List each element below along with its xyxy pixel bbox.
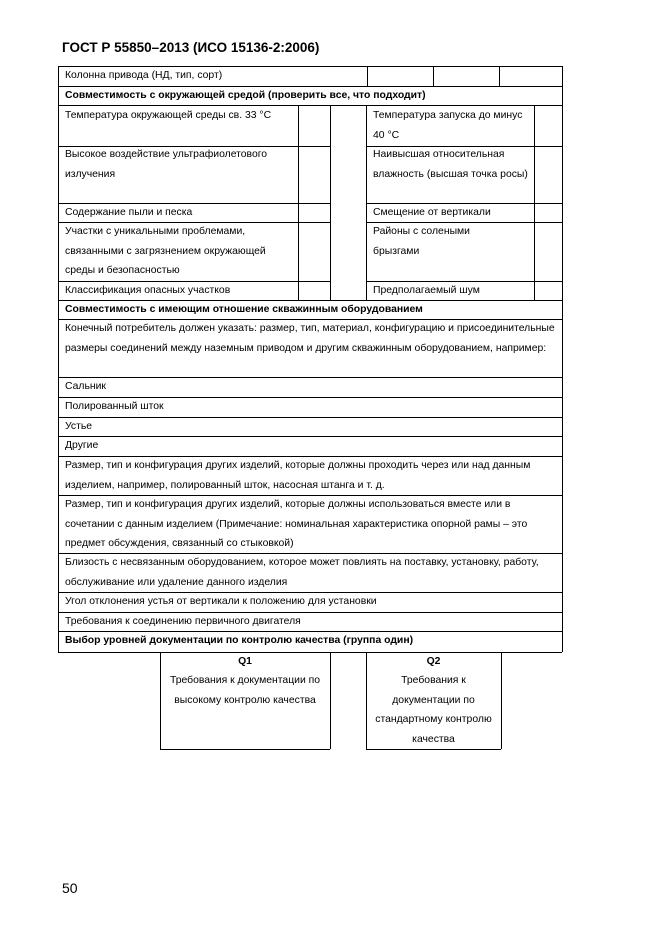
env-left-item: Участки с уникальными проблемами, связанными с загрязнением окружающей среды и безопасностью [65, 226, 266, 276]
compat-item: Другие [65, 440, 99, 451]
page-number: 50 [62, 880, 78, 896]
q1-title: Q1 [238, 656, 252, 667]
env-left-item: Температура окружающей среды св. 33 °С [65, 110, 272, 121]
env-right-item: Температура запуска до минус 40 °С [373, 110, 523, 141]
env-right-item: Наивысшая относительная влажность (высшая точка росы) [373, 149, 528, 180]
wellhead-angle-row: Угол отклонения устья от вертикали к положению для установки [65, 596, 377, 607]
other-products-through: Размер, тип и конфигурация других изделий, которые должны проходить через или над данным изделием, например, полированный шток, насосная штанга и т. д. [65, 460, 531, 491]
drive-column-label: Колонна привода (НД, тип, сорт) [65, 70, 223, 81]
other-products-combined: Размер, тип и конфигурация других изделий, которые должны использоваться вместе или в сочетании с данным изделием (Примечание: номинальная характеристика опорной рамы – это предмет обсуждения, связанный со стыковкой) [65, 499, 528, 549]
env-right-item: Районы с солеными брызгами [373, 226, 470, 257]
compat-item: Полированный шток [65, 401, 164, 412]
compat-item: Сальник [65, 381, 106, 392]
q2-text: Требования к документации по стандартному контролю качества [375, 675, 492, 745]
compatibility-section-heading: Совместимость с имеющим отношение скважинным оборудованием [65, 304, 423, 315]
q2-title: Q2 [426, 656, 441, 667]
env-left-item: Содержание пыли и песка [65, 207, 193, 218]
page-header: ГОСТ Р 55850–2013 (ИСО 15136-2:2006) [62, 40, 320, 55]
proximity-row: Близость с несвязанным оборудованием, которое может повлиять на поставку, установку, работу, обслуживание или удаление данного изделия [65, 557, 539, 588]
env-left-item: Классификация опасных участков [65, 285, 231, 296]
env-right-item: Предполагаемый шум [373, 285, 480, 296]
prime-mover-row: Требования к соединению первичного двигателя [65, 616, 301, 627]
environment-section-heading: Совместимость с окружающей средой (проверить все, что подходит) [65, 90, 426, 101]
q1-text: Требования к документации по высокому контролю качества [169, 675, 321, 706]
compat-item: Устье [65, 421, 93, 432]
env-right-item: Смещение от вертикали [373, 207, 491, 218]
env-left-item: Высокое воздействие ультрафиолетового излучения [65, 149, 268, 180]
compatibility-intro: Конечный потребитель должен указать: размер, тип, материал, конфигурацию и присоединительные размеры соединений между наземным приводом и другим скважинным оборудованием, например: [65, 323, 555, 354]
documentation-section-heading: Выбор уровней документации по контролю качества (группа один) [65, 635, 414, 646]
